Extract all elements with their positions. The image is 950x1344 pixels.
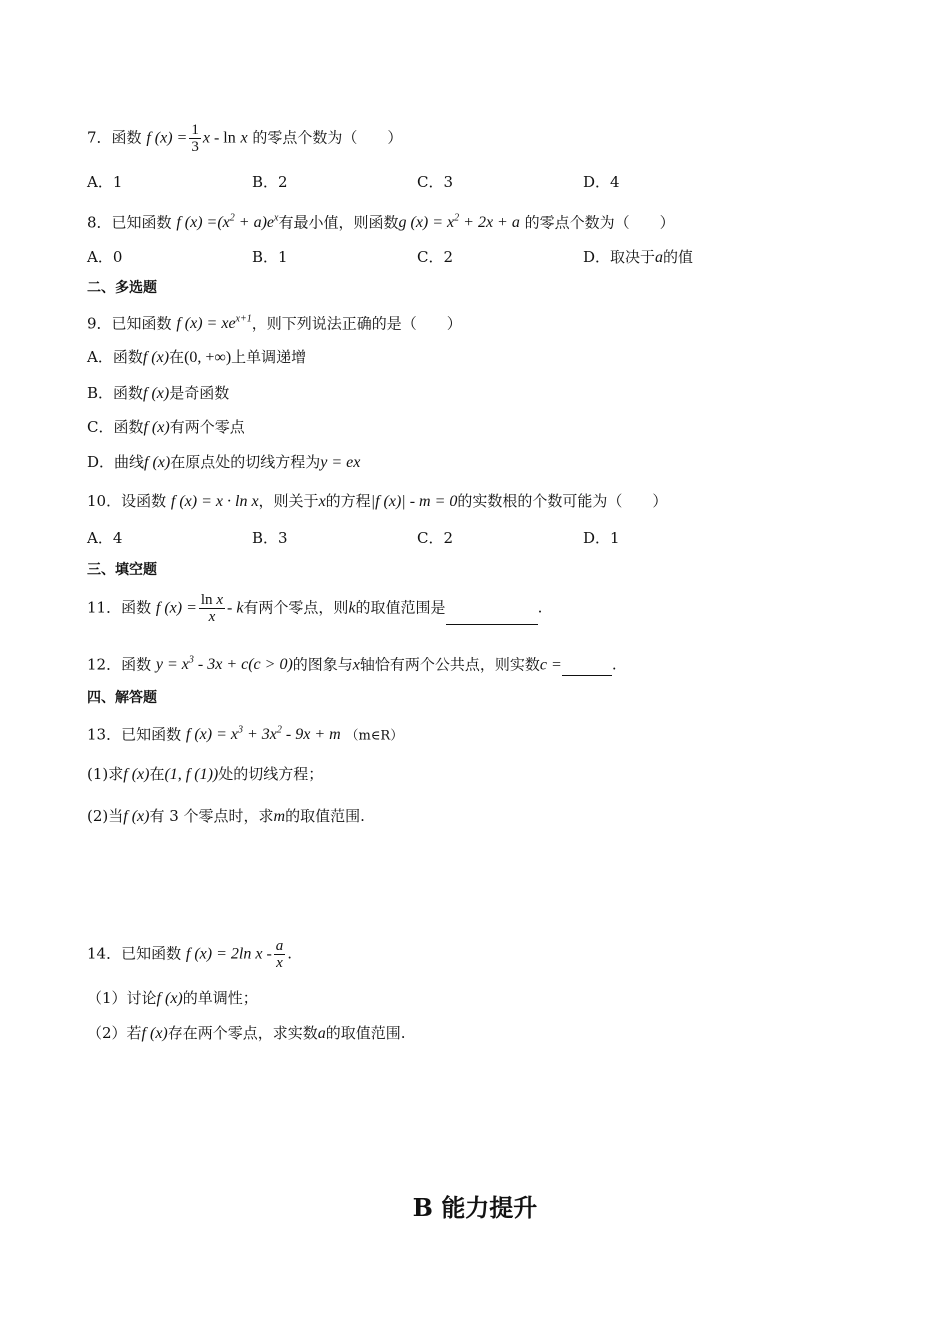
question-14-part-1: （1）讨论f (x)的单调性； (87, 989, 258, 1007)
option-b[interactable]: B．1 (252, 248, 288, 266)
question-13-part-1: (1)求f (x)在(1, f (1))处的切线方程； (87, 765, 324, 783)
option-d[interactable]: D．1 (583, 529, 620, 547)
section-heading: 三、填空题 (87, 562, 157, 578)
formula: |f (x)| - m = 0 (370, 493, 458, 510)
option-a[interactable]: A．函数f (x)在(0, +∞)上单调递增 (87, 348, 307, 366)
question-8: 8．已知函数 f $(x) =(x^2 + a)e^x$有最小值，则函数g $(x) = x^2 + 2x + a$ 的零点个数为（ ） (87, 213, 675, 232)
question-number: 7． (87, 128, 112, 147)
option-c[interactable]: C．2 (417, 248, 454, 266)
question-12: 12．函数 $y = x^3 - 3x + c(c > 0)$的图象与x轴恰有两个公共点，则实数c = . (87, 650, 617, 676)
option-a[interactable]: A．1 (87, 173, 123, 191)
question-11: 11．函数 f (x) = $\frac{\text{ln x}}{x}$ - k有两个零点，则k的取值范围是 . (87, 592, 543, 625)
formula: f (x) = x · ln x (170, 493, 259, 510)
section-title: B 能力提升 (412, 1193, 538, 1222)
option-a[interactable]: A．4 (87, 529, 123, 547)
question-9: 9．已知函数 f $(x) = xe^{x+1}$，则下列说法正确的是（ ） (87, 314, 462, 333)
option-b[interactable]: B．函数f (x)是奇函数 (87, 384, 230, 402)
option-b[interactable]: B．3 (252, 529, 288, 547)
formula: g $(x) = x^2 + 2x + a$ (398, 213, 520, 232)
option-c[interactable]: C．函数f (x)有两个零点 (87, 418, 245, 436)
option-d[interactable]: D．取决于a的值 (583, 248, 694, 266)
option-b[interactable]: B．2 (252, 173, 288, 191)
question-13-part-2: (2)当f (x)有 3 个零点时，求m的取值范围. (87, 807, 365, 825)
question-14-part-2: （2）若f (x)存在两个零点，求实数a的取值范围. (87, 1024, 406, 1042)
section-heading: 四、解答题 (87, 690, 157, 706)
option-a[interactable]: A．0 (87, 248, 123, 266)
question-14: 14．已知函数 f (x) = 2ln x - $\frac{a}{x}$ . (87, 938, 293, 971)
fraction: $\frac{1}{3}$ (191, 122, 199, 155)
formula: f (x) = (146, 129, 188, 147)
question-13: 13．已知函数 f $(x) = x^3 + 3x^2 - 9x + m$ （m∈R） (87, 725, 404, 744)
answer-blank[interactable] (446, 606, 538, 625)
formula: f $(x) = xe^{x+1}$ (176, 314, 252, 333)
option-c[interactable]: C．2 (417, 529, 454, 547)
option-c[interactable]: C．3 (417, 173, 454, 191)
question-10: 10．设函数 f (x) = x · ln x，则关于x的方程|f (x)| - m = 0的实数根的个数可能为（ ） (87, 492, 668, 510)
option-d[interactable]: D．4 (583, 173, 620, 191)
answer-blank[interactable] (562, 657, 612, 676)
option-d[interactable]: D．曲线f (x)在原点处的切线方程为y = ex (87, 453, 361, 471)
question-7: 7．函数 f (x) = $\frac{1}{3}$ x - ln x 的零点个数为（ ） (87, 122, 403, 155)
formula: f $(x) =(x^2 + a)e^x$ (176, 213, 279, 232)
section-heading: 二、多选题 (87, 280, 157, 296)
